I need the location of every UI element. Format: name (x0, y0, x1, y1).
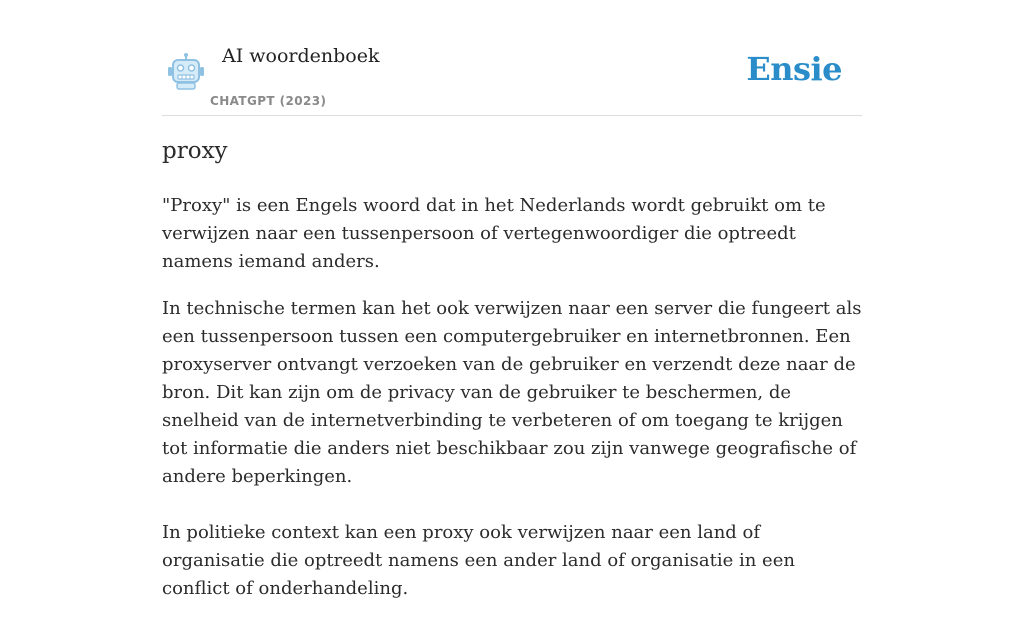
definition-paragraph: In technische termen kan het ook verwijzen naar een server die fungeert als een tussenpersoon tussen een computergebruiker en internetbronnen. Een proxyserver ontvangt verzoeken van de gebruiker en verzendt deze naar de bron. Dit kan zijn om de privacy van de gebruiker te beschermen, de snelheid van de internetverbinding te verbeteren of om toegang te krijgen tot informatie die anders niet beschikbaar zou zijn vanwege geografische of andere beperkingen. (162, 298, 862, 487)
robot-icon (166, 52, 206, 90)
definition-paragraph: "Proxy" is een Engels woord dat in het Nederlands wordt gebruikt om te verwijzen naar een tussenpersoon of vertegenwoordiger die optreedt namens iemand anders. (162, 195, 826, 272)
dictionary-header (162, 36, 862, 116)
entry-definition (162, 192, 862, 622)
source-label: CHATGPT (2023) (210, 94, 327, 108)
entry-term: proxy (162, 138, 228, 164)
definition-paragraph: In politieke context kan een proxy ook verwijzen naar een land of organisatie die optreedt namens een ander land of organisatie in een conflict of onderhandeling. (162, 522, 795, 599)
dictionary-title[interactable]: AI woordenboek (222, 45, 380, 67)
ensie-logo[interactable]: Ensie (746, 50, 842, 88)
